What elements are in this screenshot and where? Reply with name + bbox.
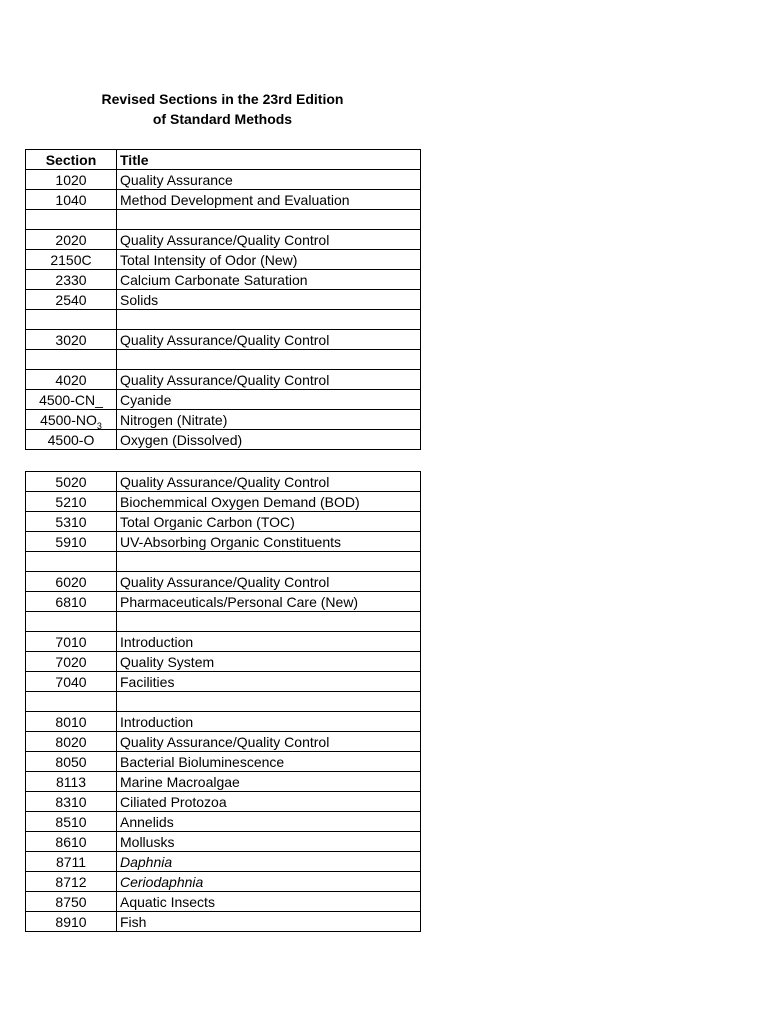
section-number-cell: [26, 472, 117, 492]
section-number: 2540: [55, 291, 87, 308]
section-title: Quality Assurance: [120, 171, 233, 188]
section-title-cell: [117, 270, 421, 290]
title-column-header: Title: [117, 150, 421, 170]
section-number-cell: [26, 772, 117, 792]
section-column-header: Section: [26, 150, 117, 170]
section-number-cell: [26, 672, 117, 692]
section-number-cell: [26, 310, 117, 330]
section-title: Introduction: [120, 633, 194, 650]
table-row: [26, 250, 421, 270]
section-title-cell: [117, 492, 421, 512]
section-number: 2150C: [50, 251, 92, 268]
section-number: 6810: [55, 593, 87, 610]
section-title: Bacterial Bioluminescence: [120, 753, 285, 770]
section-number: 8113: [55, 773, 87, 790]
section-number: 2020: [55, 231, 87, 248]
section-title-cell: [117, 190, 421, 210]
section-number: 4020: [55, 371, 87, 388]
section-number: 8010: [55, 713, 87, 730]
table-row: [26, 390, 421, 410]
table-row: [26, 310, 421, 330]
section-title-cell: [117, 350, 421, 370]
section-number: 4500-NO: [40, 411, 97, 428]
section-number-cell: [26, 190, 117, 210]
section-title-cell: [117, 210, 421, 230]
section-title-cell: [117, 330, 421, 350]
table-row: [26, 170, 421, 190]
section-number-cell: [26, 792, 117, 812]
table-row: [26, 832, 421, 852]
section-title-cell: [117, 572, 421, 592]
table-row: [26, 270, 421, 290]
section-title: Fish: [120, 913, 147, 930]
section-title: Marine Macroalgae: [120, 773, 240, 790]
section-number-cell: [26, 532, 117, 552]
section-number: 7020: [55, 653, 87, 670]
table-row: [26, 410, 421, 430]
table-row: [26, 812, 421, 832]
section-number-cell: [26, 270, 117, 290]
section-number-cell: [26, 832, 117, 852]
title-line-1: Revised Sections in the 23rd Edition: [101, 91, 344, 107]
section-number: 3020: [55, 331, 87, 348]
section-number-cell: [26, 170, 117, 190]
section-title-cell: [117, 632, 421, 652]
section-number-cell: [26, 652, 117, 672]
table-row: [26, 370, 421, 390]
section-number-cell: [26, 350, 117, 370]
section-title-cell: [117, 692, 421, 712]
table-row: [26, 330, 421, 350]
section-title: Mollusks: [120, 833, 175, 850]
section-number: 8610: [55, 833, 87, 850]
sections-table-1-body: [26, 170, 421, 450]
section-number-cell: [26, 632, 117, 652]
table-row: [26, 912, 421, 932]
section-number: 8712: [55, 873, 87, 890]
table-row: [26, 472, 421, 492]
table-row: [26, 512, 421, 532]
section-number: 8050: [55, 753, 87, 770]
section-title: Quality System: [120, 653, 215, 670]
section-number: 7010: [55, 633, 87, 650]
section-title: Nitrogen (Nitrate): [120, 411, 228, 428]
table-row: [26, 430, 421, 450]
section-title-cell: [117, 170, 421, 190]
section-title: Quality Assurance/Quality Control: [120, 331, 330, 348]
section-title-cell: [117, 732, 421, 752]
header-row: [26, 150, 421, 170]
section-title: UV-Absorbing Organic Constituents: [120, 533, 341, 550]
section-number-cell: [26, 290, 117, 310]
table-row: [26, 692, 421, 712]
section-title-cell: [117, 652, 421, 672]
section-number-cell: [26, 410, 117, 430]
section-number: 8310: [55, 793, 87, 810]
table-row: [26, 852, 421, 872]
section-number-cell: [26, 892, 117, 912]
section-title: Solids: [120, 291, 159, 308]
section-title-cell: [117, 772, 421, 792]
table-row: [26, 190, 421, 210]
table-row: [26, 632, 421, 652]
table-row: [26, 712, 421, 732]
section-number-cell: [26, 330, 117, 350]
section-title: Quality Assurance/Quality Control: [120, 573, 330, 590]
section-number: 8750: [55, 893, 87, 910]
section-title-cell: [117, 512, 421, 532]
table-row: [26, 552, 421, 572]
section-number: 8711: [55, 853, 87, 870]
table-row: [26, 732, 421, 752]
sections-table-2: [25, 471, 421, 932]
section-number-cell: [26, 230, 117, 250]
section-number-cell: [26, 390, 117, 410]
table-row: [26, 210, 421, 230]
section-title: Introduction: [120, 713, 194, 730]
section-number-cell: [26, 732, 117, 752]
section-number-cell: [26, 852, 117, 872]
section-number: 5210: [55, 493, 87, 510]
sections-table-1: [25, 149, 421, 450]
section-number-cell: [26, 752, 117, 772]
section-number-cell: [26, 210, 117, 230]
table-row: [26, 892, 421, 912]
section-title: Annelids: [120, 813, 174, 830]
section-title-cell: [117, 290, 421, 310]
section-title-cell: [117, 752, 421, 772]
section-number-cell: [26, 430, 117, 450]
section-title-cell: [117, 892, 421, 912]
section-number-cell: [26, 912, 117, 932]
section-number-cell: [26, 572, 117, 592]
section-number: 7040: [55, 673, 87, 690]
table-row: [26, 652, 421, 672]
section-number: 8510: [55, 813, 87, 830]
section-title: Quality Assurance/Quality Control: [120, 473, 330, 490]
section-title: Biochemmical Oxygen Demand (BOD): [120, 493, 360, 510]
section-title: Oxygen (Dissolved): [120, 431, 243, 448]
section-title: Quality Assurance/Quality Control: [120, 371, 330, 388]
section-title-cell: [117, 472, 421, 492]
section-title-cell: [117, 872, 421, 892]
section-number: 4500-CN_: [39, 391, 103, 408]
section-title-cell: [117, 532, 421, 552]
table-row: [26, 612, 421, 632]
section-number: 1040: [55, 191, 87, 208]
table-row: [26, 672, 421, 692]
section-title: Cyanide: [120, 391, 172, 408]
sections-table-2-body: [26, 472, 421, 932]
section-title-cell: [117, 852, 421, 872]
section-number: 2330: [55, 271, 87, 288]
section-number-cell: [26, 512, 117, 532]
section-title-cell: [117, 230, 421, 250]
section-title-cell: [117, 592, 421, 612]
section-title: Method Development and Evaluation: [120, 191, 350, 208]
section-number: 4500-O: [47, 431, 95, 448]
section-number: 8020: [55, 733, 87, 750]
section-number: 5310: [55, 513, 87, 530]
section-title-cell: [117, 390, 421, 410]
section-title: Ciliated Protozoa: [120, 793, 227, 810]
section-title: Calcium Carbonate Saturation: [120, 271, 308, 288]
table-row: [26, 290, 421, 310]
section-title: Daphnia: [120, 853, 173, 870]
section-title-cell: [117, 712, 421, 732]
document-title: [25, 89, 420, 129]
section-number-cell: [26, 592, 117, 612]
section-title-cell: [117, 310, 421, 330]
section-title-cell: [117, 552, 421, 572]
table-row: [26, 532, 421, 552]
section-number-cell: [26, 492, 117, 512]
section-title-cell: [117, 250, 421, 270]
section-number: 6020: [55, 573, 87, 590]
section-number-cell: [26, 812, 117, 832]
table-row: [26, 592, 421, 612]
section-number-cell: [26, 612, 117, 632]
section-title-cell: [117, 792, 421, 812]
section-title-cell: [117, 672, 421, 692]
section-title: Total Organic Carbon (TOC): [120, 513, 295, 530]
section-number-cell: [26, 552, 117, 572]
section-title: Facilities: [120, 673, 175, 690]
title-line-2: of Standard Methods: [152, 111, 293, 127]
section-title: Pharmaceuticals/Personal Care (New): [120, 593, 359, 610]
table-row: [26, 772, 421, 792]
table-row: [26, 792, 421, 812]
section-title: Ceriodaphnia: [120, 873, 204, 890]
section-number-cell: [26, 370, 117, 390]
section-number-cell: [26, 872, 117, 892]
table-row: [26, 230, 421, 250]
table-row: [26, 492, 421, 512]
table-row: [26, 572, 421, 592]
section-number: 5020: [55, 473, 87, 490]
section-number-cell: [26, 692, 117, 712]
section-number: 5910: [55, 533, 87, 550]
section-title-cell: [117, 612, 421, 632]
section-number: 8910: [55, 913, 87, 930]
section-subscript: 3: [96, 420, 102, 430]
section-number-cell: [26, 250, 117, 270]
section-number: 1020: [55, 171, 87, 188]
section-title-cell: [117, 410, 421, 430]
table-row: [26, 350, 421, 370]
section-title: Aquatic Insects: [120, 893, 215, 910]
table-row: [26, 872, 421, 892]
section-title: Total Intensity of Odor (New): [120, 251, 298, 268]
section-title-cell: [117, 812, 421, 832]
table-row: [26, 752, 421, 772]
section-number-cell: [26, 712, 117, 732]
section-title-cell: [117, 832, 421, 852]
section-title-cell: [117, 430, 421, 450]
section-title-cell: [117, 912, 421, 932]
section-title: Quality Assurance/Quality Control: [120, 733, 330, 750]
section-title-cell: [117, 370, 421, 390]
section-title: Quality Assurance/Quality Control: [120, 231, 330, 248]
